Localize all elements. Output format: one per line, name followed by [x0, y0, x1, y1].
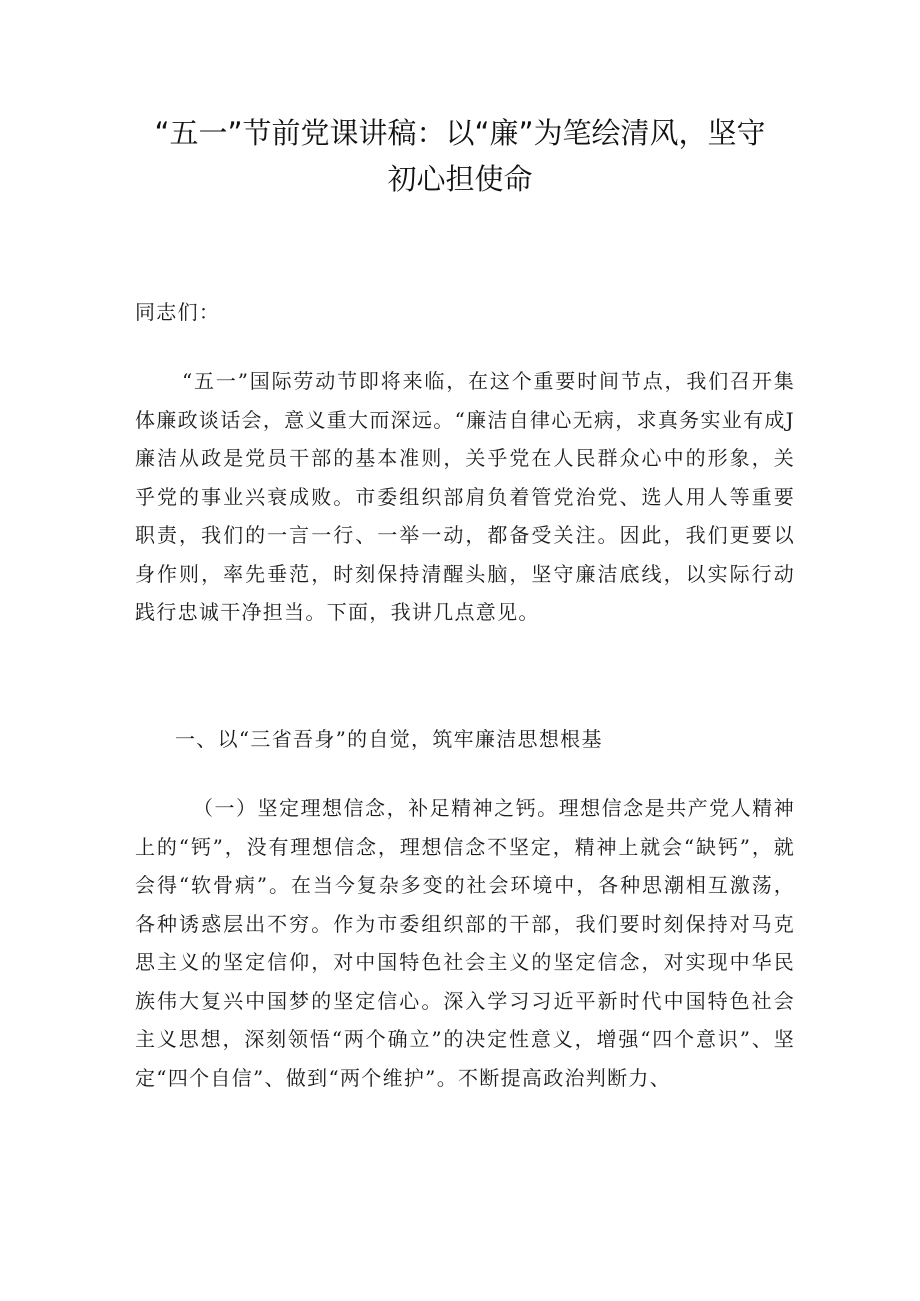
section-heading-1: 一、以“三省吾身”的自觉，筑牢廉洁思想根基 [175, 727, 603, 751]
paragraph-section-1-1: （一）坚定理想信念，补足精神之钙。理想信念是共产党人精神上的“钙”，没有理想信念，理想信念不坚定，精神上就会“缺钙”，就会得“软骨病”。在当今复杂多变的社会环境中，各种思潮相互激荡，各种诱惑层出不穷。作为市委组织部的干部，我们要时刻保持对马克思主义的坚定信仰，对中国特色社会主义的坚定信念，对实现中华民族伟大复兴中国梦的坚定信心。深入学习习近平新时代中国特色社会主义思想，深刻领悟“两个确立”的决定性意义，增强“四个意识”、坚定“四个自信”、做到“两个维护”。不断提高政治判断力、 [135, 796, 795, 1090]
document-title-line-1: “五一”节前党课讲稿：以“廉”为笔绘清风，坚守 [154, 116, 766, 150]
paragraph-intro: “五一”国际劳动节即将来临，在这个重要时间节点，我们召开集体廉政谈话会，意义重大而深远。“廉洁自律心无病，求真务实业有成J廉洁从政是党员干部的基本准则，关乎党在人民群众心中的形象，关乎党的事业兴衰成败。市委组织部肩负着管党治党、选人用人等重要职责，我们的一言一行、一举一动，都备受关注。因此，我们更要以身作则，率先垂范，时刻保持清醒头脑，坚守廉洁底线，以实际行动践行忠诚干净担当。下面，我讲几点意见。 [135, 369, 795, 624]
document-title-line-2: 初心担使命 [387, 162, 533, 196]
greeting: 同志们： [135, 300, 221, 324]
